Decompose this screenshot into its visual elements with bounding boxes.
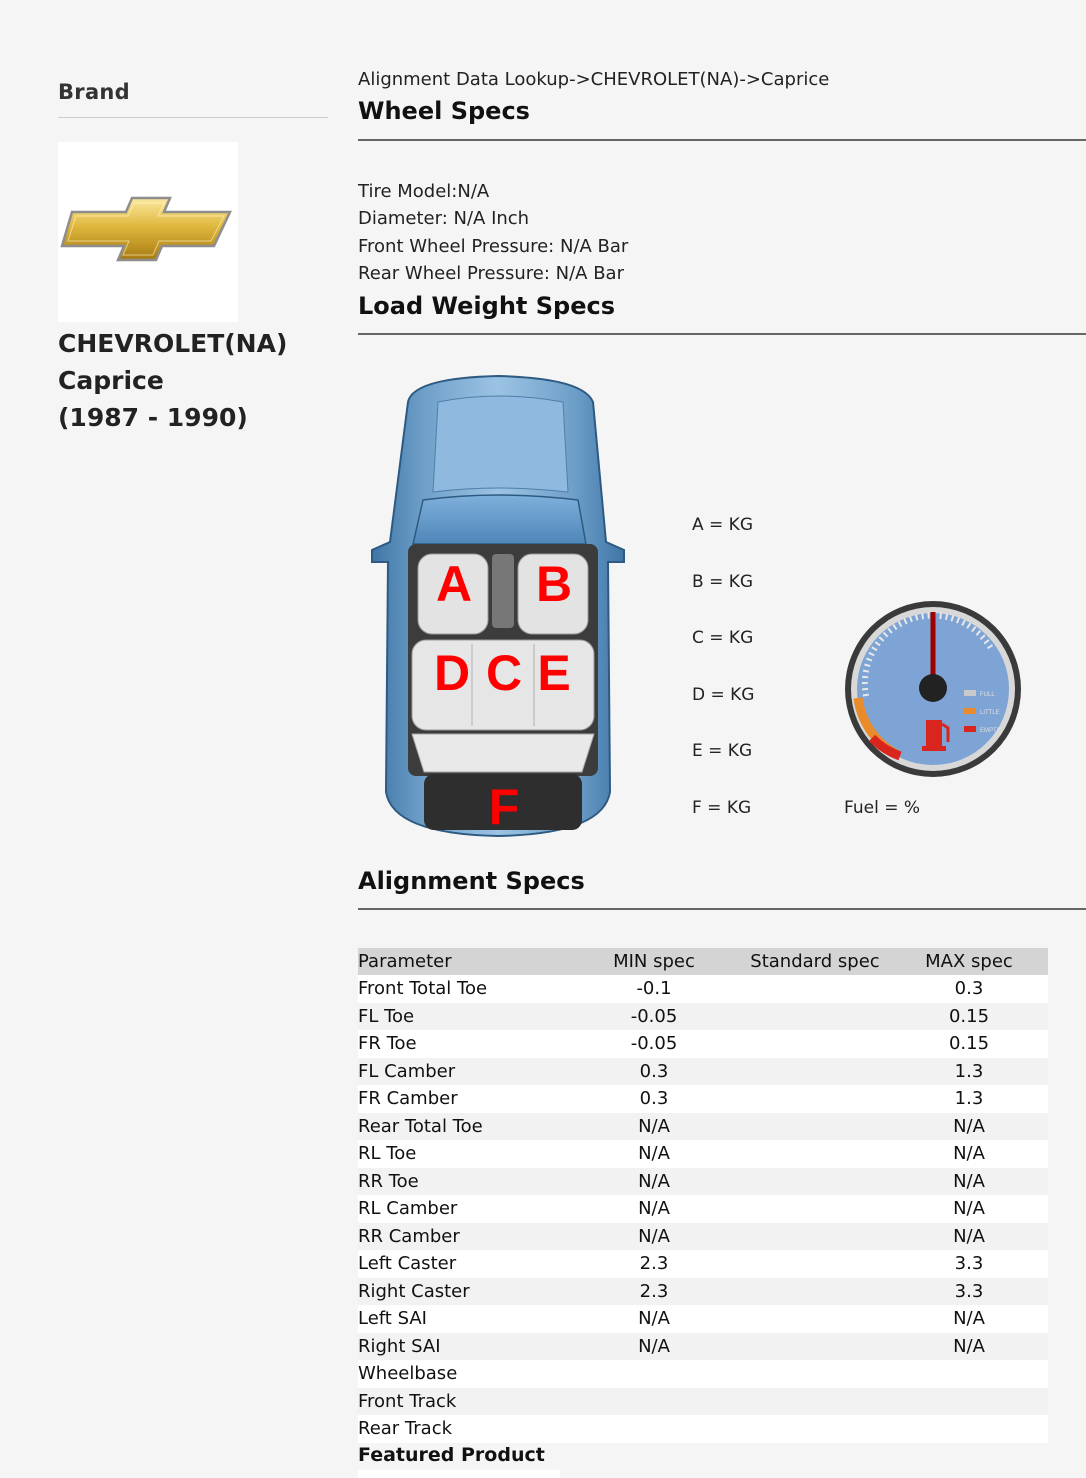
cell-min-spec [568, 1415, 740, 1443]
cell-max-spec: 0.15 [890, 1030, 1048, 1058]
table-row [358, 1030, 1048, 1058]
cell-standard-spec [740, 1360, 890, 1388]
cell-max-spec: N/A [890, 1195, 1048, 1223]
table-row [358, 975, 1048, 1003]
cell-standard-spec [740, 1195, 890, 1223]
rear-wheel-pressure: Rear Wheel Pressure: N/A Bar [358, 263, 624, 284]
table-row [358, 1388, 1048, 1416]
cell-min-spec: N/A [568, 1168, 740, 1196]
vehicle-make: CHEVROLET(NA) [58, 329, 288, 358]
load-weight-divider [358, 333, 1086, 335]
gauge-legend-full: FULL [980, 692, 995, 698]
cell-parameter: Left Caster [358, 1250, 568, 1278]
weight-c: C = KG [692, 628, 754, 648]
weight-b: B = KG [692, 572, 754, 592]
cell-parameter: Front Track [358, 1388, 568, 1416]
featured-product-strip [358, 1470, 560, 1478]
cell-max-spec: 3.3 [890, 1250, 1048, 1278]
seat-letter-a: A [435, 556, 473, 612]
table-row [358, 1415, 1048, 1443]
car-seat-diagram [368, 372, 638, 842]
table-row [358, 1140, 1048, 1168]
cell-min-spec: N/A [568, 1223, 740, 1251]
table-row [358, 1333, 1048, 1361]
cell-min-spec [568, 1388, 740, 1416]
cell-standard-spec [740, 1113, 890, 1141]
seat-letter-c: C [485, 645, 523, 701]
cell-parameter: Wheelbase [358, 1360, 568, 1388]
weight-d: D = KG [692, 685, 755, 705]
fuel-gauge-icon [842, 598, 1024, 780]
cell-parameter: FL Toe [358, 1003, 568, 1031]
cell-max-spec: N/A [890, 1168, 1048, 1196]
chevrolet-logo [58, 142, 238, 322]
cell-standard-spec [740, 1168, 890, 1196]
cell-min-spec: -0.1 [568, 975, 740, 1003]
header-min-spec: MIN spec [568, 948, 740, 975]
cell-min-spec: -0.05 [568, 1003, 740, 1031]
cell-standard-spec [740, 1223, 890, 1251]
cell-min-spec [568, 1360, 740, 1388]
cell-min-spec: N/A [568, 1195, 740, 1223]
weight-f: F = KG [692, 798, 752, 818]
cell-parameter: FR Toe [358, 1030, 568, 1058]
cell-min-spec: 2.3 [568, 1278, 740, 1306]
cell-parameter: Right SAI [358, 1333, 568, 1361]
cell-standard-spec [740, 1030, 890, 1058]
cell-standard-spec [740, 1003, 890, 1031]
table-row [358, 1250, 1048, 1278]
table-header-row [358, 948, 1048, 975]
fuel-level: Fuel = % [844, 798, 921, 818]
gauge-legend-empty: EMPTY [980, 728, 1001, 734]
cell-max-spec: N/A [890, 1140, 1048, 1168]
cell-standard-spec [740, 1085, 890, 1113]
gauge-legend-little: LITTLE [980, 710, 1000, 716]
cell-parameter: Left SAI [358, 1305, 568, 1333]
cell-parameter: FR Camber [358, 1085, 568, 1113]
table-row [358, 1058, 1048, 1086]
cell-parameter: RL Camber [358, 1195, 568, 1223]
seat-letter-e: E [537, 645, 571, 701]
cell-max-spec: 0.3 [890, 975, 1048, 1003]
table-row [358, 1360, 1048, 1388]
cell-max-spec: 3.3 [890, 1278, 1048, 1306]
cell-standard-spec [740, 1415, 890, 1443]
cell-max-spec [890, 1415, 1048, 1443]
table-row [358, 1113, 1048, 1141]
cell-parameter: Rear Total Toe [358, 1113, 568, 1141]
weight-a: A = KG [692, 515, 754, 535]
cell-parameter: RR Toe [358, 1168, 568, 1196]
tire-model: Tire Model:N/A [358, 181, 490, 202]
cell-parameter: Front Total Toe [358, 975, 568, 1003]
featured-product-heading: Featured Product [358, 1444, 545, 1466]
cell-parameter: RL Toe [358, 1140, 568, 1168]
seat-letter-f: F [488, 779, 520, 835]
cell-max-spec: N/A [890, 1113, 1048, 1141]
cell-standard-spec [740, 1250, 890, 1278]
cell-min-spec: 2.3 [568, 1250, 740, 1278]
cell-standard-spec [740, 1388, 890, 1416]
table-row [358, 1195, 1048, 1223]
breadcrumb[interactable]: Alignment Data Lookup->CHEVROLET(NA)->Caprice [358, 69, 830, 90]
cell-min-spec: N/A [568, 1113, 740, 1141]
cell-max-spec: 1.3 [890, 1058, 1048, 1086]
cell-standard-spec [740, 1278, 890, 1306]
table-row [358, 1223, 1048, 1251]
alignment-specs-title: Alignment Specs [358, 867, 585, 895]
cell-standard-spec [740, 1333, 890, 1361]
tire-diameter: Diameter: N/A Inch [358, 208, 530, 229]
wheel-specs-divider [358, 139, 1086, 141]
vehicle-info [58, 325, 287, 436]
table-row [358, 1085, 1048, 1113]
header-parameter: Parameter [358, 948, 568, 975]
cell-min-spec: 0.3 [568, 1085, 740, 1113]
header-standard-spec: Standard spec [740, 948, 890, 975]
cell-min-spec: N/A [568, 1140, 740, 1168]
front-wheel-pressure: Front Wheel Pressure: N/A Bar [358, 236, 629, 257]
header-max-spec: MAX spec [890, 948, 1048, 975]
alignment-table [358, 948, 1048, 1443]
cell-min-spec: N/A [568, 1333, 740, 1361]
wheel-specs-title: Wheel Specs [358, 97, 530, 125]
cell-max-spec: N/A [890, 1223, 1048, 1251]
brand-divider [58, 117, 328, 118]
cell-parameter: Rear Track [358, 1415, 568, 1443]
cell-max-spec: 0.15 [890, 1003, 1048, 1031]
cell-max-spec: 1.3 [890, 1085, 1048, 1113]
cell-standard-spec [740, 975, 890, 1003]
cell-max-spec: N/A [890, 1333, 1048, 1361]
table-row [358, 1003, 1048, 1031]
cell-parameter: Right Caster [358, 1278, 568, 1306]
weight-e: E = KG [692, 741, 753, 761]
cell-standard-spec [740, 1305, 890, 1333]
load-weight-title: Load Weight Specs [358, 292, 615, 320]
vehicle-years: (1987 - 1990) [58, 403, 248, 432]
cell-parameter: FL Camber [358, 1058, 568, 1086]
cell-min-spec: N/A [568, 1305, 740, 1333]
alignment-specs-divider [358, 908, 1086, 910]
cell-standard-spec [740, 1140, 890, 1168]
cell-max-spec: N/A [890, 1305, 1048, 1333]
table-row [358, 1305, 1048, 1333]
table-row [358, 1168, 1048, 1196]
cell-min-spec: -0.05 [568, 1030, 740, 1058]
vehicle-model: Caprice [58, 366, 164, 395]
seat-letter-b: B [535, 556, 573, 612]
brand-heading: Brand [58, 80, 131, 104]
cell-max-spec [890, 1360, 1048, 1388]
cell-min-spec: 0.3 [568, 1058, 740, 1086]
cell-standard-spec [740, 1058, 890, 1086]
cell-max-spec [890, 1388, 1048, 1416]
cell-parameter: RR Camber [358, 1223, 568, 1251]
table-row [358, 1278, 1048, 1306]
seat-letter-d: D [433, 645, 471, 701]
